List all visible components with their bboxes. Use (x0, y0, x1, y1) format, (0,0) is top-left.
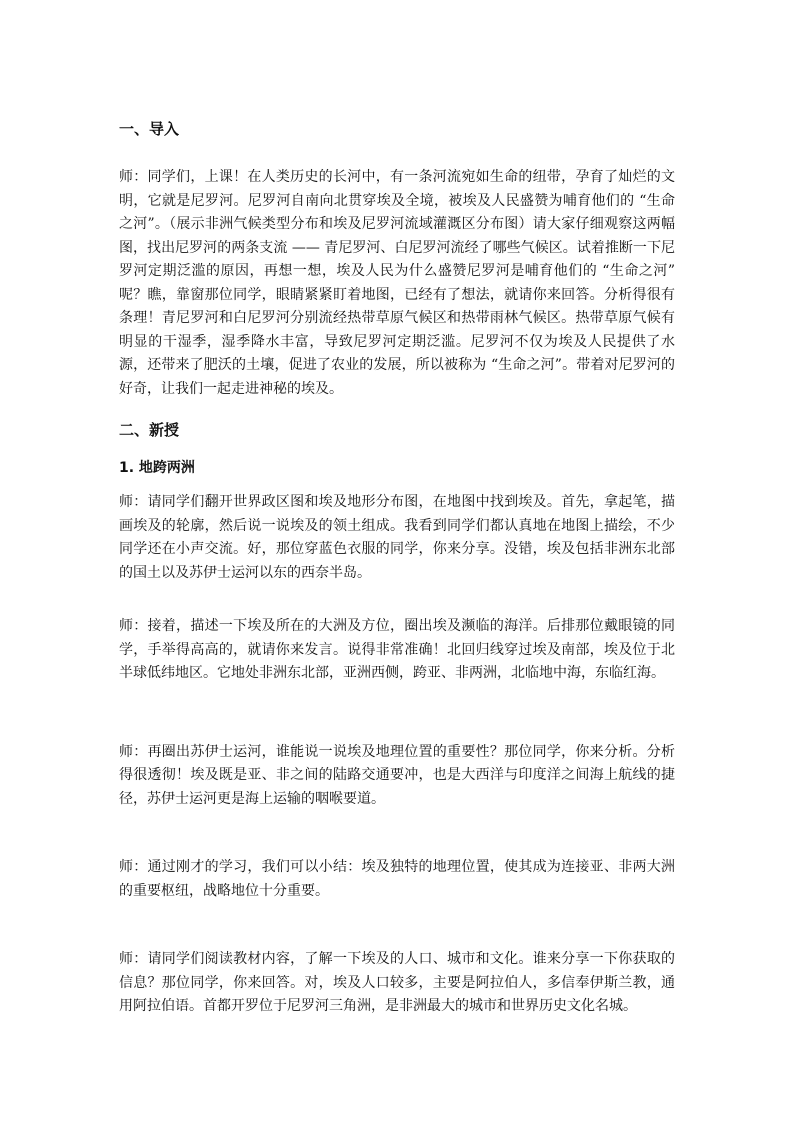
lesson-paragraph: 师：再圈出苏伊士运河，谁能说一说埃及地理位置的重要性？那位同学，你来分析。分析得很透彻！埃及既是亚、非之间的陆路交通要冲，也是大西洋与印度洋之间海上航线的捷径，苏伊士运河更是海上运输的咽喉要道。 (119, 743, 675, 807)
subsection-heading-two-continents: 1. 地跨两洲 (119, 460, 195, 476)
intro-paragraph: 师：同学们，上课！在人类历史的长河中，有一条河流宛如生命的纽带，孕育了灿烂的文明，它就是尼罗河。尼罗河自南向北贯穿埃及全境，被埃及人民盛赞为哺育他们的 “生命之河”。（展示非洲气候类型分布和埃及尼罗河流域灌溉区分布图）请大家仔细观察这两幅图，找出尼罗河的两条支流 —— 青尼罗河、白尼罗河流经了哪些气候区。试着推断一下尼罗河定期泛滥的原因，再想一想，埃及人民为什么盛赞尼罗河是哺育他们的 “生命之河” 呢？瞧，靠窗那位同学，眼睛紧紧盯着地图，已经有了想法，就请你来回答。分析得很有条理！青尼罗河和白尼罗河分别流经热带草原气候区和热带雨林气候区。热带草原气候有明显的干湿季，湿季降水丰富，导致尼罗河定期泛滥。尼罗河不仅为埃及人民提供了水源，还带来了肥沃的土壤，促进了农业的发展，所以被称为 “生命之河”。带着对尼罗河的好奇，让我们一起走进神秘的埃及。 (119, 169, 675, 397)
lesson-paragraph: 师：请同学们阅读教材内容，了解一下埃及的人口、城市和文化。谁来分享一下你获取的信息？那位同学，你来回答。对，埃及人口较多，主要是阿拉伯人，多信奉伊斯兰教，通用阿拉伯语。首都开罗位于尼罗河三角洲，是非洲最大的城市和世界历史文化名城。 (119, 951, 675, 1014)
lesson-paragraph: 师：请同学们翻开世界政区图和埃及地形分布图，在地图中找到埃及。首先，拿起笔，描画埃及的轮廓，然后说一说埃及的领土组成。我看到同学们都认真地在地图上描绘，不少同学还在小声交流。好，那位穿蓝色衣服的同学，你来分享。没错，埃及包括非洲东北部的国土以及苏伊士运河以东的西奈半岛。 (119, 494, 675, 581)
lesson-paragraph: 师：通过刚才的学习，我们可以小结：埃及独特的地理位置，使其成为连接亚、非两大洲的重要枢纽，战略地位十分重要。 (119, 859, 675, 899)
document-body (119, 116, 675, 1019)
section-heading-intro: 一、导入 (119, 120, 180, 138)
lesson-paragraph: 师：接着，描述一下埃及所在的大洲及方位，圈出埃及濒临的海洋。后排那位戴眼镜的同学，手举得高高的，就请你来发言。说得非常准确！北回归线穿过埃及南部，埃及位于北半球低纬地区。它地处非洲东北部，亚洲西侧，跨亚、非两洲，北临地中海，东临红海。 (119, 618, 675, 681)
section-heading-new-lesson: 二、新授 (119, 421, 180, 439)
